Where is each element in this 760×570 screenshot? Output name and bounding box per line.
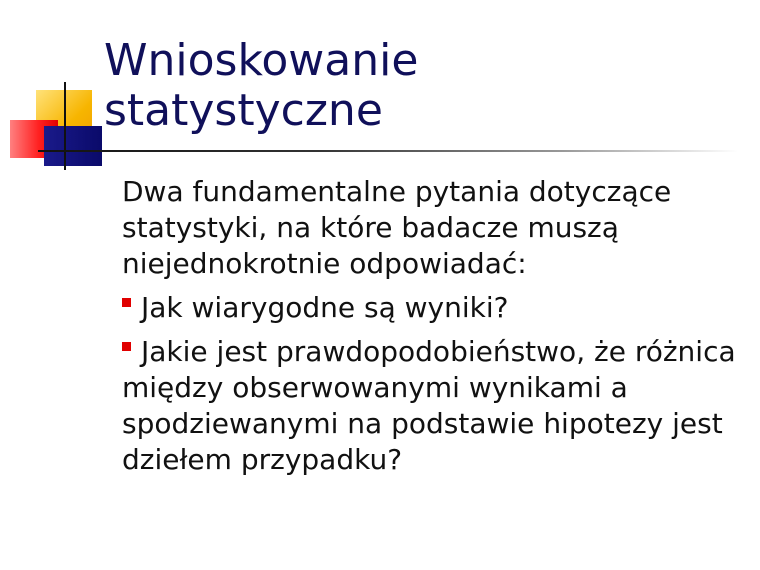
slide-title-line1: Wnioskowanie <box>104 35 419 86</box>
slide-title <box>104 36 724 136</box>
title-underline-divider <box>38 150 738 152</box>
slide-body <box>122 174 742 486</box>
logo-blue-square <box>44 126 102 166</box>
logo-vertical-line <box>64 82 66 170</box>
slide-title-line2: statystyczne <box>104 85 383 136</box>
bullet-text: Jak wiarygodne są wyniki? <box>141 291 509 324</box>
bullet-item <box>122 334 742 478</box>
bullet-square-icon <box>122 298 131 307</box>
intro-paragraph: Dwa fundamentalne pytania dotyczące statystyki, na które badacze muszą niejednokrotnie odpowiadać: <box>122 175 672 280</box>
bullet-item <box>122 290 742 326</box>
bullet-square-icon <box>122 342 131 351</box>
bullet-text: Jakie jest prawdopodobieństwo, że różnica między obserwowanymi wynikami a spodziewanymi na podstawie hipotezy jest dziełem przypadku? <box>122 335 736 476</box>
